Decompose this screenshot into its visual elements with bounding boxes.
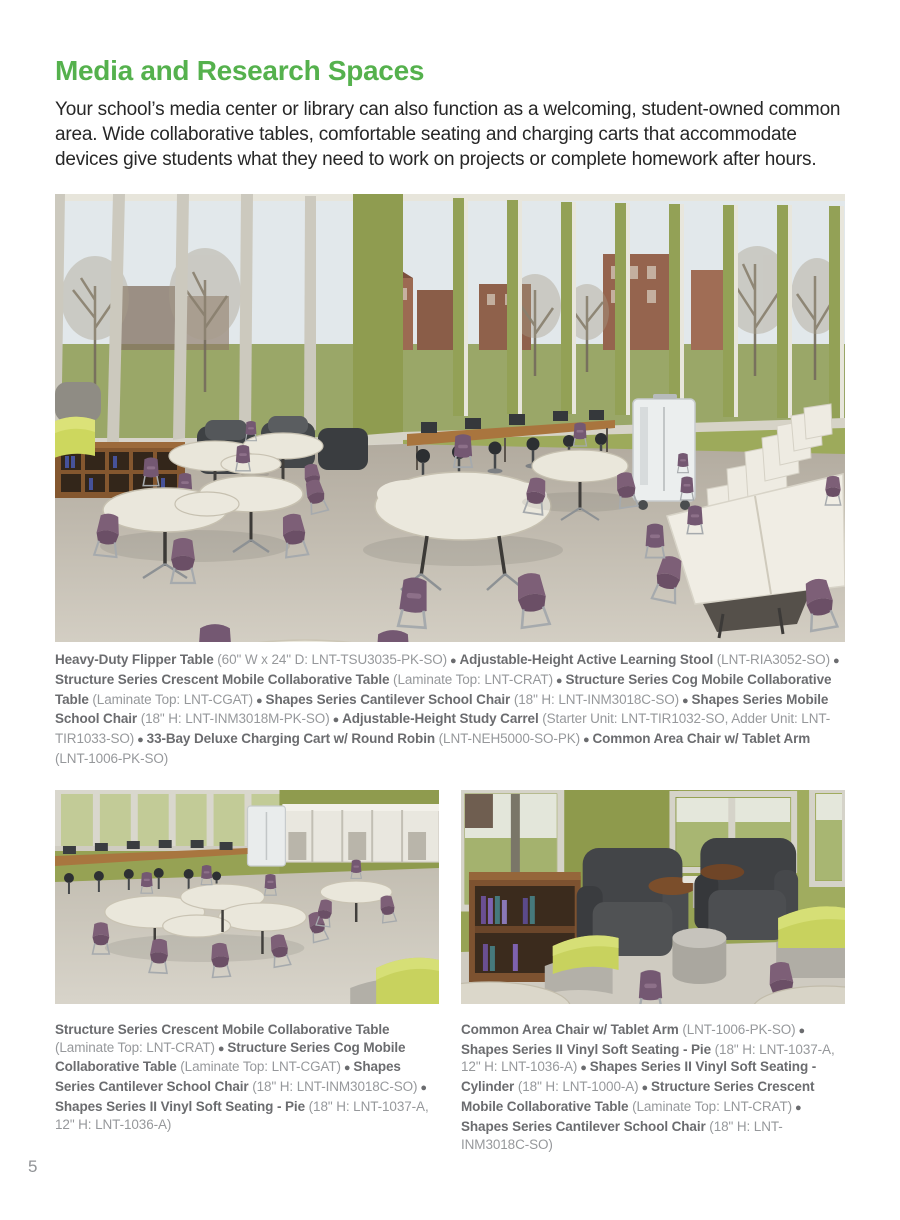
right-column — [461, 790, 845, 1154]
main-photo-illustration — [55, 194, 845, 642]
intro-paragraph: Your school’s media center or library can also function as a welcoming, student-owned common area. Wide collaborative tables, comfortable seating and charging carts that accommodate devices give students what they need to work on projects or complete homework after hours. — [55, 99, 841, 170]
left-photo-illustration — [55, 790, 439, 1004]
main-photo-media-center — [55, 194, 845, 642]
left-photo-caption: Structure Series Crescent Mobile Collaborative Table (Laminate Top: LNT-CRAT) ● Structure Series Cog Mobile Collaborative Table (Laminate Top: LNT-CGAT) ● Shapes Series Cantilever School Chair (18" H: LNT-INM3018C-SO) ● Shapes Series II Vinyl Soft Seating - Pie (18" H: LNT-1037-A, 12" H: LNT-1036-A) — [55, 1021, 429, 1132]
catalog-page — [0, 55, 900, 1153]
left-photo-collaborative-tables — [55, 790, 439, 1004]
left-column — [55, 790, 439, 1154]
page-number: 5 — [28, 1157, 38, 1176]
main-photo-caption: Heavy-Duty Flipper Table (60" W x 24" D: LNT-TSU3035-PK-SO) ● Adjustable-Height Active Learning Stool (LNT-RIA3052-SO) ● Structure Series Crescent Mobile Collaborative Table (Laminate Top: LNT-CRAT) ● Structure Series Cog Mobile Collaborative Table (Laminate Top: LNT-CGAT) ● Shapes Series Cantilever School Chair (18" H: LNT-INM3018C-SO) ● Shapes Series Mobile School Chair (18" H: LNT-INM3018M-PK-SO) ● Adjustable-Height Study Carrel (Starter Unit: LNT-TIR1032-SO, Adder Unit: LNT-TIR1033-SO) ● 33-Bay Deluxe Charging Cart w/ Round Robin (LNT-NEH5000-SO-PK) ● Common Area Chair w/ Tablet Arm (LNT-1006-PK-SO) — [55, 652, 840, 766]
right-photo-caption: Common Area Chair w/ Tablet Arm (LNT-1006-PK-SO) ● Shapes Series II Vinyl Soft Seating - Pie (18" H: LNT-1037-A, 12" H: LNT-1036-A) ● Shapes Series II Vinyl Soft Seating - Cylinder (18" H: LNT-1000-A) ● Structure Series Crescent Mobile Collaborative Table (Laminate Top: LNT-CRAT) ● Shapes Series Cantilever School Chair (18" H: LNT-INM3018C-SO) — [461, 1021, 835, 1152]
photo-columns — [55, 790, 845, 1154]
right-photo-lounge-corner — [461, 790, 845, 1004]
page-title: Media and Research Spaces — [55, 55, 425, 86]
right-photo-illustration — [461, 790, 845, 1004]
